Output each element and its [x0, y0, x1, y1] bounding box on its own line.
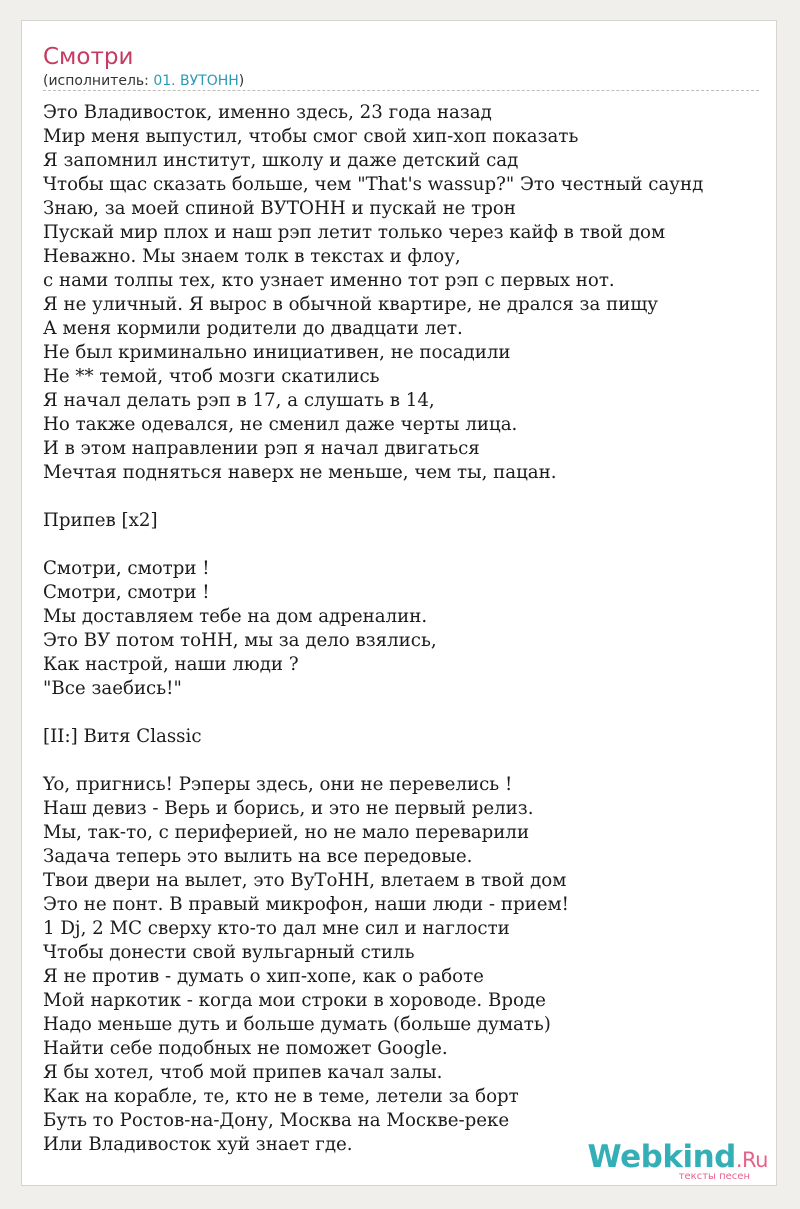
lyric-line: Наш девиз - Верь и борись, и это не первый релиз. — [43, 798, 534, 819]
lyric-line: [II:] Витя Classic — [43, 726, 202, 747]
lyric-line: Пускай мир плох и наш рэп летит только через кайф в твой дом — [43, 222, 666, 243]
artist-prefix: (исполнитель: — [43, 73, 154, 89]
lyric-line: Мечтая подняться наверх не меньше, чем ты, пацан. — [43, 462, 557, 483]
lyric-line: Не был криминально инициативен, не посадили — [43, 342, 511, 363]
lyric-line: И в этом направлении рэп я начал двигаться — [43, 438, 480, 459]
lyric-line: Найти себе подобных не поможет Google. — [43, 1038, 448, 1059]
lyric-line: Чтобы щас сказать больше, чем "That's wassup?" Это честный саунд — [43, 174, 704, 195]
lyric-line: Знаю, за моей спиной ВУТОНН и пускай не трон — [43, 198, 516, 219]
lyric-line: Я не уличный. Я вырос в обычной квартире, не дрался за пищу — [43, 294, 658, 315]
lyric-line: Мы, так-то, с периферией, но не мало переварили — [43, 822, 530, 843]
lyric-line: 1 Dj, 2 MC сверху кто-то дал мне сил и наглости — [43, 918, 510, 939]
artist-suffix: ) — [238, 73, 245, 89]
lyrics-text — [43, 101, 773, 1157]
watermark-tagline: тексты песен — [678, 1171, 750, 1182]
lyric-line: с нами толпы тех, кто узнает именно тот рэп с первых нот. — [43, 270, 615, 291]
lyric-line: Припев [x2] — [43, 510, 158, 531]
lyric-line: Я бы хотел, чтоб мой припев качал залы. — [43, 1062, 443, 1083]
lyric-line: Я не против - думать о хип-хопе, как о работе — [43, 966, 484, 987]
lyric-line: Я запомнил институт, школу и даже детский сад — [43, 150, 519, 171]
lyric-blank-line — [43, 701, 773, 725]
watermark-tld: .Ru — [735, 1148, 768, 1172]
lyric-line: Как настрой, наши люди ? — [43, 654, 299, 675]
content-card — [21, 20, 777, 1186]
lyric-line: Неважно. Мы знаем толк в текстах и флоу, — [43, 246, 461, 267]
lyric-blank-line — [43, 485, 773, 509]
lyric-line: Но также одевался, не сменил даже черты лица. — [43, 414, 518, 435]
lyric-line: Как на корабле, те, кто не в теме, летели за борт — [43, 1086, 519, 1107]
lyric-blank-line — [43, 533, 773, 557]
lyric-line: "Все заебись!" — [43, 678, 182, 699]
artist-line — [43, 71, 244, 91]
lyric-line: Или Владивосток хуй знает где. — [43, 1134, 353, 1155]
lyric-line: Не ** темой, чтоб мозги скатились — [43, 366, 380, 387]
lyric-line: Yo, пригнись! Рэперы здесь, они не перевелись ! — [43, 774, 513, 795]
lyric-line: Это ВУ потом тоНН, мы за дело взялись, — [43, 630, 437, 651]
lyric-line: Смотри, смотри ! — [43, 582, 210, 603]
watermark-name: Webkind — [587, 1139, 736, 1175]
lyric-line: Твои двери на вылет, это ВуТоНН, влетаем в твой дом — [43, 870, 567, 891]
lyric-line: Смотри, смотри ! — [43, 558, 210, 579]
title-divider — [43, 90, 759, 91]
lyric-blank-line — [43, 749, 773, 773]
artist-link[interactable]: 01. ВУТОНН — [153, 73, 239, 89]
lyric-line: Это не понт. В правый микрофон, наши люди - прием! — [43, 894, 569, 915]
song-title: Смотри — [43, 44, 134, 70]
lyric-line: Мир меня выпустил, чтобы смог свой хип-хоп показать — [43, 126, 579, 147]
lyric-line: Я начал делать рэп в 17, а слушать в 14, — [43, 390, 435, 411]
lyric-line: Чтобы донести свой вульгарный стиль — [43, 942, 415, 963]
lyric-line: Буть то Ростов-на-Дону, Москва на Москве-реке — [43, 1110, 510, 1131]
lyric-line: Задача теперь это вылить на все передовые. — [43, 846, 473, 867]
site-watermark-logo — [588, 1140, 768, 1183]
lyric-line: Мы доставляем тебе на дом адреналин. — [43, 606, 428, 627]
lyric-line: Мой наркотик - когда мои строки в хороводе. Вроде — [43, 990, 546, 1011]
lyric-line: А меня кормили родители до двадцати лет. — [43, 318, 463, 339]
lyric-line: Это Владивосток, именно здесь, 23 года назад — [43, 102, 492, 123]
lyric-line: Надо меньше дуть и больше думать (больше думать) — [43, 1014, 551, 1035]
